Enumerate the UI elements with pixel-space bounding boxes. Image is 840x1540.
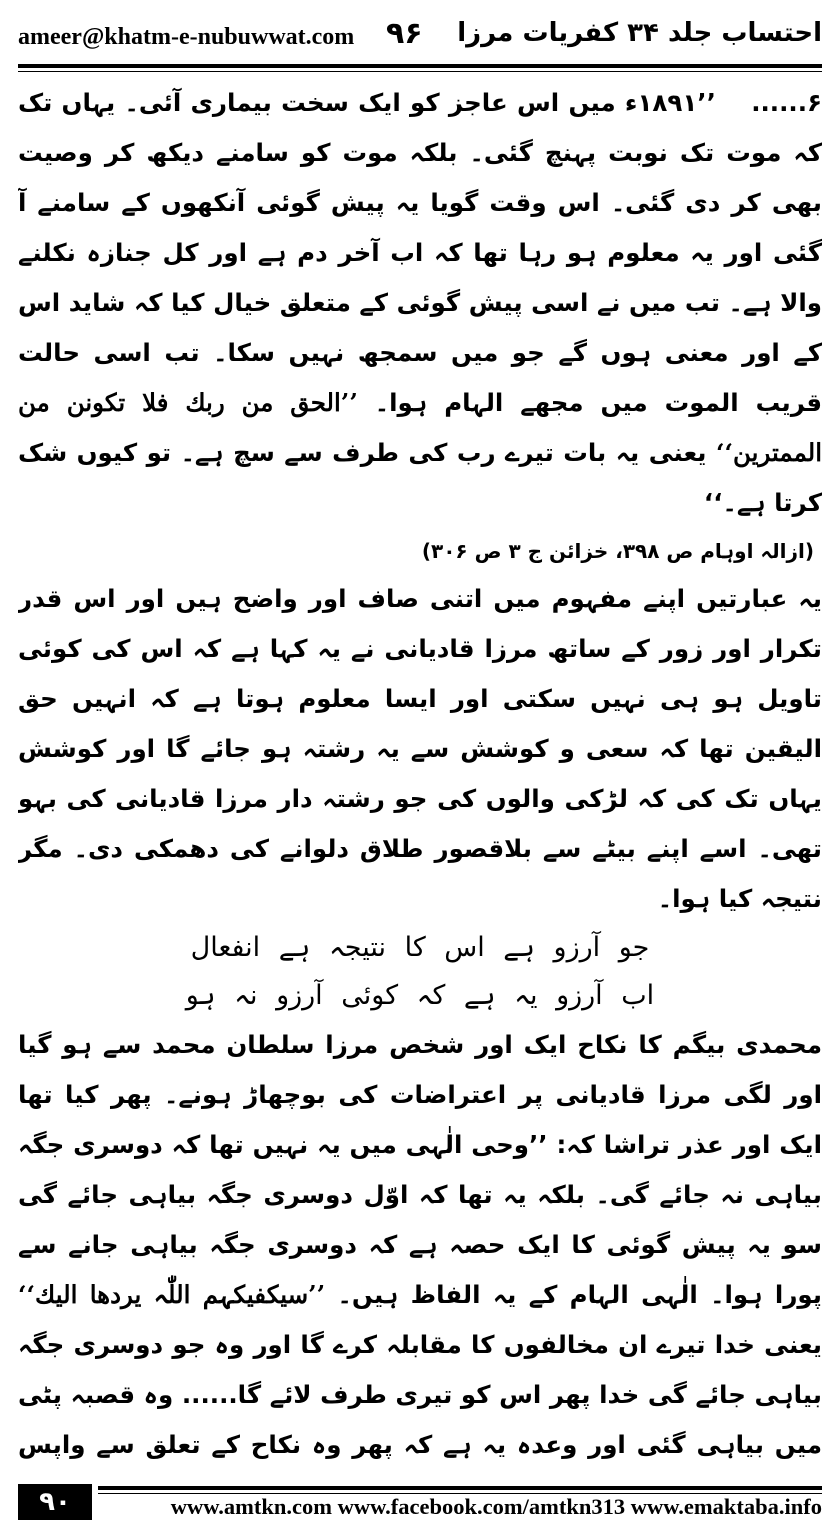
paragraph-1	[18, 78, 822, 528]
paragraph-3-rest: یعنی خدا تیرے ان مخالفوں کا مقابلہ کرے گا اور وہ جو دوسری جگہ بیاہی جائے گی خدا پھر اس کو تیری طرف لائے گا...... وہ قصبہ پٹی میں بیاہی گئی اور وعدہ یہ ہے کہ پھر وہ نکاح کے تعلق سے واپس	[18, 1330, 822, 1459]
quote-text: ’’۱۸۹۱ء میں اس عاجز کو ایک سخت بیماری آئی۔ یہاں تک کہ موت تک نوبت پہنچ گئی۔ بلکہ موت کو سامنے دیکھ کر وصیت بھی کر دی گئی۔ اس وقت گویا یہ پیش گوئی آنکھوں کے سامنے آ گئی اور یہ معلوم ہو رہا تھا کہ اب آخر دم ہے اور کل جنازہ نکلنے والا ہے۔ تب میں نے اسی پیش گوئی کے متعلق خیال کیا کہ شاید اس کے اور معنی ہوں گے جو میں سمجھ نہیں سکا۔ تب اسی حالت قریب الموت میں مجھے الہام ہوا۔	[18, 88, 822, 417]
arabic-quote: ’’الحق من ربك فلا تكونن من الممترين‘‘	[18, 388, 822, 467]
footer-links: www.amtkn.com www.facebook.com/amtkn313 www.emaktaba.info	[170, 1494, 822, 1519]
poem-line-2: اب آرزو یہ ہے کہ کوئی آرزو نہ ہو	[185, 980, 655, 1011]
footer-page-label: ۹۰	[18, 1484, 92, 1520]
header-book-title: احتساب جلد ۳۴ کفریات مرزا	[457, 18, 822, 48]
quote-translation: یعنی یہ بات تیرے رب کی طرف سے سچ ہے۔ تو کیوں شک کرتا ہے۔‘‘	[18, 438, 822, 517]
header-rule	[18, 64, 822, 72]
page-header	[18, 14, 822, 60]
footer-rule	[98, 1486, 822, 1494]
reference-1: (ازالہ اوہام ص ۳۹۸، خزائن ج ۳ ص ۳۰۶)	[421, 539, 814, 563]
page-body	[18, 78, 822, 1468]
page-footer	[18, 1478, 822, 1526]
header-email: ameer@khatm-e-nubuwwat.com	[18, 24, 355, 50]
paragraph-2: یہ عبارتیں اپنے مفہوم میں اتنی صاف اور واضح ہیں اور اس قدر تکرار اور زور کے ساتھ مرزا قادیانی نے یہ کہا ہے کہ اس کی کوئی تاویل ہو ہی نہیں سکتی اور ایسا معلوم ہوتا ہے کہ انہیں حق الیقین تھا کہ سعی و کوشش سے یہ رشتہ ہو جائے گا اور کوشش یہاں تک کی کہ لڑکی والوں کی جو رشتہ دار مرزا قادیانی کی بہو تھی۔ اسے اپنے بیٹے سے بلاقصور طلاق دلوانے کی دھمکی دی۔ مگر نتیجہ کیا ہوا۔	[18, 584, 822, 913]
paragraph-3-text: محمدی بیگم کا نکاح ایک اور شخص مرزا سلطان محمد سے ہو گیا اور لگی مرزا قادیانی پر اعتراضات کی بوچھاڑ ہونے۔ پھر کیا تھا ایک اور عذر تراشا کہ: ’’وحی الٰہی میں یہ نہیں تھا کہ دوسری جگہ بیاہی نہ جائے گی۔ بلکہ یہ تھا کہ اوّل دوسری جگہ بیاہی جائے گی سو یہ پیش گوئی کا ایک حصہ ہے کہ دوسری جگہ بیاہی جانے سے پورا ہوا۔ الٰہی الہام کے یہ الفاظ ہیں۔	[18, 1030, 822, 1309]
paragraph-number: ۶......	[751, 88, 822, 117]
paragraph-3	[18, 1020, 822, 1468]
header-page-number: ۹۶	[386, 16, 423, 51]
arabic-quote-2: ’’سیکفیکہم اللّٰہ یردھا الیك‘‘	[18, 1280, 326, 1309]
poem-line-1: جو آرزو ہے اس کا نتیجہ ہے انفعال	[190, 932, 650, 963]
